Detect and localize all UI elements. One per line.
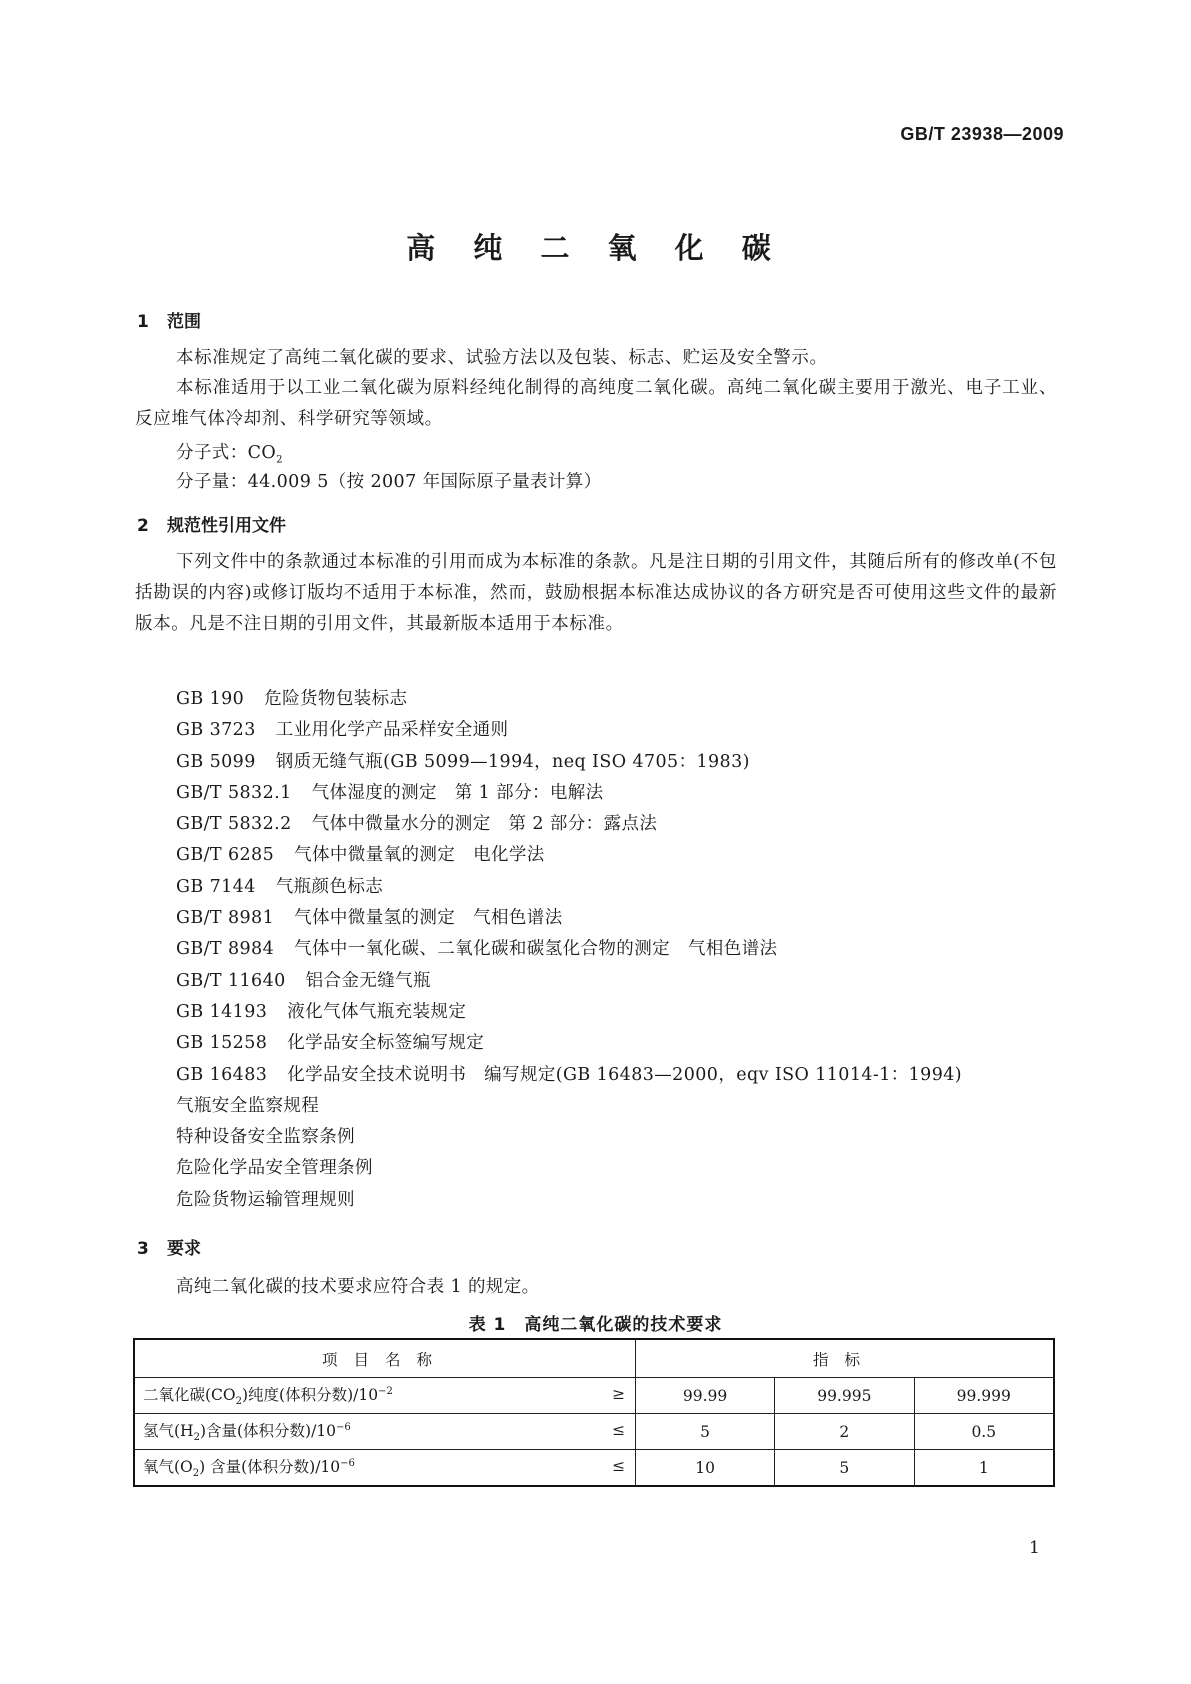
value-cell: 0.5 [914, 1414, 1054, 1450]
reference-item [176, 809, 962, 840]
reference-title: 铝合金无缝气瓶 [305, 970, 431, 991]
section-1-heading [137, 307, 201, 332]
reference-title: 工业用化学产品采样安全通则 [275, 720, 509, 741]
table-row [134, 1414, 1054, 1450]
reference-title: 气体中微量氢的测定 气相色谱法 [294, 908, 563, 929]
section-2-heading [137, 511, 286, 536]
value-cell: 99.99 [636, 1378, 775, 1414]
reference-title: 气体湿度的测定 第 1 部分：电解法 [311, 782, 604, 803]
reference-title: 化学品安全技术说明书 编写规定(GB 16483—2000，eqv ISO 11014-1：1994) [287, 1064, 963, 1085]
reference-item [176, 1153, 962, 1184]
reference-title: 化学品安全标签编写规定 [287, 1033, 485, 1054]
reference-item [176, 715, 962, 746]
reference-list [176, 684, 962, 1216]
item-text: ) 含量(体积分数)/10 [199, 1458, 341, 1477]
reference-item [176, 684, 962, 715]
reference-item [176, 747, 962, 778]
item-text: )含量(体积分数)/10 [199, 1422, 337, 1441]
reference-item [176, 840, 962, 871]
reference-item [176, 778, 962, 809]
value-cell: 2 [775, 1414, 914, 1450]
molecular-mass: 分子量：44.009 5（按 2007 年国际原子量表计算） [176, 472, 602, 492]
reference-item [176, 1185, 962, 1216]
document-title: 高 纯 二 氧 化 碳 [406, 231, 785, 265]
reference-code: GB 190 [176, 689, 245, 709]
table-row [134, 1450, 1054, 1487]
reference-code: GB 14193 [176, 1001, 268, 1022]
formula-subscript: 2 [276, 454, 283, 466]
page-number: 1 [1029, 1538, 1040, 1558]
item-subscript: 2 [193, 1432, 200, 1444]
item-name [134, 1450, 636, 1487]
section-number: 3 [137, 1239, 149, 1259]
molecular-formula [176, 439, 283, 466]
section-number: 1 [137, 312, 149, 332]
reference-title: 气体中微量水分的测定 第 2 部分：露点法 [311, 814, 658, 835]
reference-code: GB/T 8981 [176, 908, 275, 929]
reference-title: 液化气体气瓶充装规定 [287, 1001, 467, 1022]
header-index: 指标 [636, 1339, 1054, 1378]
item-subscript: 2 [235, 1396, 242, 1408]
reference-title: 危险化学品安全管理条例 [176, 1158, 373, 1179]
reference-code: GB 5099 [176, 751, 256, 772]
reference-title: 气瓶安全监察规程 [176, 1095, 320, 1116]
value-cell: 10 [636, 1450, 775, 1487]
table-caption: 表 1 高纯二氧化碳的技术要求 [468, 1315, 723, 1335]
reference-code: GB/T 5832.1 [176, 782, 292, 803]
table-row [134, 1378, 1054, 1414]
value-cell: 99.995 [775, 1378, 914, 1414]
reference-item [176, 903, 962, 934]
item-exponent: −2 [378, 1386, 393, 1398]
comparison-symbol: ≥ [612, 1385, 626, 1403]
item-text: 氧气(O [143, 1458, 193, 1477]
formula-label: 分子式： [176, 443, 248, 463]
item-exponent: −6 [336, 1422, 351, 1434]
reference-item [176, 997, 962, 1028]
item-subscript: 2 [192, 1468, 200, 1480]
value-cell: 5 [636, 1414, 775, 1450]
value-cell: 1 [914, 1450, 1054, 1487]
reference-item [176, 934, 962, 965]
requirements-table [133, 1338, 1055, 1487]
header-item-name: 项目名称 [134, 1339, 636, 1378]
standard-number: GB/T 23938—2009 [900, 124, 1064, 144]
reference-code: GB 16483 [176, 1064, 268, 1085]
reference-title: 特种设备安全监察条例 [176, 1127, 355, 1148]
section-title: 范围 [167, 312, 201, 332]
value-cell: 5 [775, 1450, 914, 1487]
item-text: 氢气(H [143, 1422, 194, 1441]
reference-title: 危险货物运输管理规则 [176, 1189, 355, 1210]
reference-title: 危险货物包装标志 [264, 689, 408, 709]
value-cell: 99.999 [914, 1378, 1054, 1414]
reference-item [176, 966, 962, 997]
item-text: )纯度(体积分数)/10 [242, 1386, 379, 1405]
reference-code: GB 3723 [176, 720, 256, 741]
scope-paragraph-2: 本标准适用于以工业二氧化碳为原料经纯化制得的高纯度二氧化碳。高纯二氧化碳主要用于激光、电子工业、反应堆气体冷却剂、科学研究等领域。 [135, 378, 1057, 429]
reference-item [176, 1028, 962, 1059]
section-3-heading [137, 1234, 201, 1259]
section-title: 要求 [167, 1239, 201, 1259]
item-exponent: −6 [340, 1458, 355, 1470]
reference-item [176, 1091, 962, 1122]
reference-title: 气体中一氧化碳、二氧化碳和碳氢化合物的测定 气相色谱法 [294, 939, 778, 960]
item-text: 二氧化碳(CO [143, 1386, 236, 1405]
comparison-symbol: ≤ [612, 1457, 626, 1475]
reference-item [176, 872, 962, 903]
formula-co: CO [247, 443, 277, 463]
section-number: 2 [137, 516, 149, 536]
reference-title: 气体中微量氧的测定 电化学法 [294, 845, 545, 866]
reference-code: GB/T 8984 [176, 939, 275, 960]
references-paragraph: 下列文件中的条款通过本标准的引用而成为本标准的条款。凡是注日期的引用文件，其随后所有的修改单(不包括勘误的内容)或修订版均不适用于本标准，然而，鼓励根据本标准达成协议的各方研究是否可使用这些文件的最新版本。凡是不注日期的引用文件，其最新版本适用于本标准。 [135, 552, 1057, 634]
reference-item [176, 1122, 962, 1153]
reference-code: GB 15258 [176, 1033, 268, 1054]
table-header-row [134, 1339, 1054, 1378]
reference-title: 气瓶颜色标志 [275, 876, 384, 897]
item-name [134, 1378, 636, 1414]
scope-paragraph-1: 本标准规定了高纯二氧化碳的要求、试验方法以及包装、标志、贮运及安全警示。 [176, 348, 828, 368]
reference-item [176, 1060, 962, 1091]
reference-code: GB/T 5832.2 [176, 814, 292, 835]
reference-title: 钢质无缝气瓶(GB 5099—1994，neq ISO 4705：1983) [275, 751, 750, 772]
reference-code: GB/T 6285 [176, 845, 275, 866]
requirements-paragraph: 高纯二氧化碳的技术要求应符合表 1 的规定。 [176, 1277, 540, 1297]
reference-code: GB/T 11640 [176, 970, 286, 991]
comparison-symbol: ≤ [612, 1421, 626, 1439]
item-name [134, 1414, 636, 1450]
reference-code: GB 7144 [176, 876, 256, 897]
section-title: 规范性引用文件 [167, 516, 286, 536]
